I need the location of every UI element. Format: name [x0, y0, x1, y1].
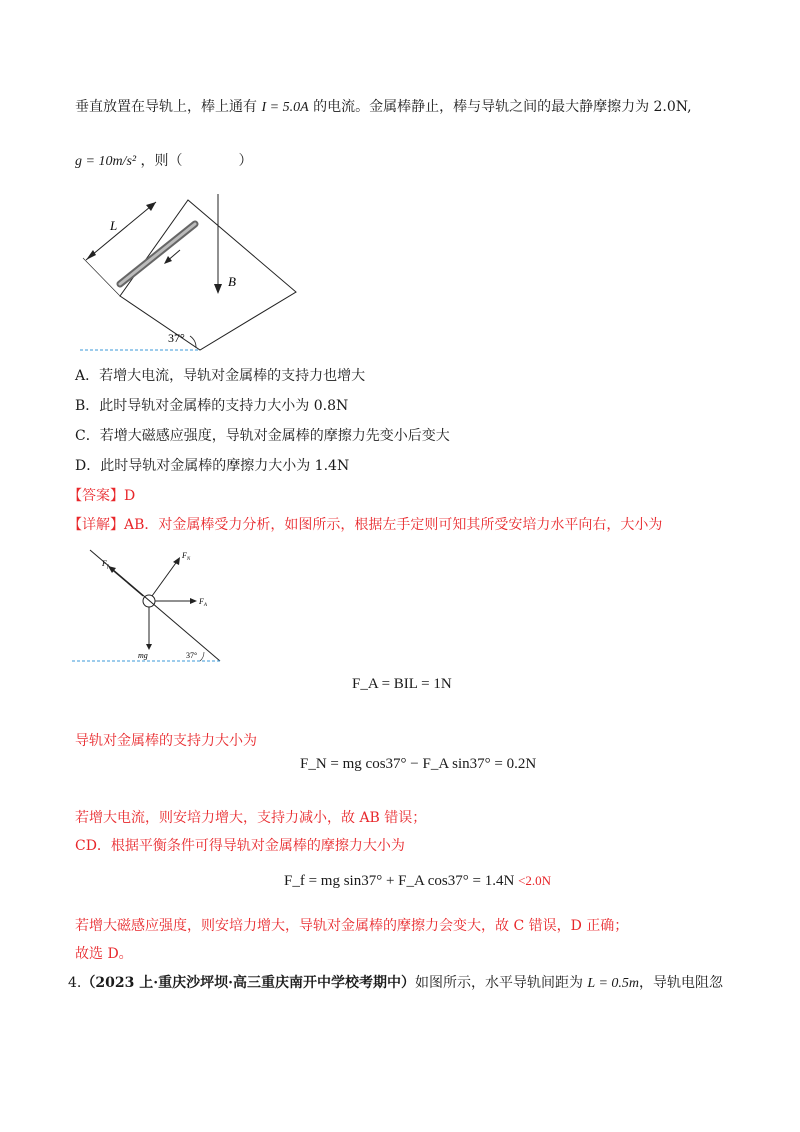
incline-figure — [80, 188, 310, 358]
problem4-source: （2023 上·重庆沙坪坝·高三重庆南开中学校考期中） — [81, 975, 415, 991]
line1-prefix: 垂直放置在导轨上，棒上通有 — [75, 99, 257, 115]
gravity-equation: g = 10m/s² — [75, 154, 137, 169]
option-c: C．若增大磁感应强度，导轨对金属棒的摩擦力先变小后变大 — [75, 428, 450, 444]
choose-text: 故选 D。 — [75, 946, 133, 962]
angle-label: 37° — [168, 331, 185, 345]
answer-line — [68, 486, 135, 506]
gravity-label: mg — [138, 651, 148, 660]
current-equation: I = 5.0A — [261, 100, 309, 115]
problem4-line — [68, 973, 723, 994]
line1-suffix: 的电流。金属棒静止，棒与导轨之间的最大静摩擦力为 2.0N, — [313, 99, 692, 115]
metal-rod-highlight — [120, 224, 195, 284]
normal-arrow-line — [152, 560, 178, 596]
equation-normal-force — [300, 756, 536, 773]
detail-line — [68, 515, 662, 535]
c-wrong-text: 若增大磁感应强度，则安培力增大，导轨对金属棒的摩擦力会变大，故 C 错误，D 正确； — [75, 918, 629, 934]
support-text: 导轨对金属棒的支持力大小为 — [75, 733, 257, 749]
dimension-extension — [83, 258, 120, 296]
problem4-length-equation: L = 0.5m — [587, 976, 639, 991]
eq3-text: F_f = mg sin37° + F_A cos37° = 1.4N — [284, 873, 515, 889]
normal-arrow-head — [173, 557, 180, 565]
answer-value: D — [124, 488, 136, 504]
friction-label: $F_f$ — [102, 559, 109, 570]
line2-suffix: ，则（ ） — [140, 153, 253, 169]
eq2-text: F_N = mg cos37° − F_A sin37° = 0.2N — [300, 756, 537, 772]
ab-wrong-text: 若增大电流，则安培力增大，支持力减小，故 AB 错误； — [75, 810, 427, 826]
force-diagram — [72, 548, 232, 668]
ampere-arrow-head — [190, 598, 197, 604]
option-d: D．此时导轨对金属棒的摩擦力大小为 1.4N — [75, 458, 350, 474]
detail-text: AB．对金属棒受力分析，如图所示，根据左手定则可知其所受安培力水平向右，大小为 — [124, 517, 663, 533]
b-field-arrow-head — [214, 284, 222, 294]
option-b: B．此时导轨对金属棒的支持力大小为 0.8N — [75, 398, 349, 414]
cd-text: CD．根据平衡条件可得导轨对金属棒的摩擦力大小为 — [75, 838, 405, 854]
current-arrow-head — [164, 256, 172, 264]
force-angle-arc — [200, 652, 204, 661]
problem4-suffix: ，导轨电阻忽 — [639, 975, 723, 991]
angle-37-label: 37° — [186, 651, 198, 660]
eq1-text: F_A = BIL = 1N — [352, 676, 452, 692]
B-label: B — [228, 274, 236, 289]
equation-ampere-force — [352, 676, 452, 693]
dimension-arrow-start — [86, 250, 96, 260]
problem3-line1 — [75, 97, 692, 118]
L-label: L — [110, 218, 118, 233]
option-a: A．若增大电流，导轨对金属棒的支持力也增大 — [75, 368, 366, 384]
rail-plane — [120, 200, 296, 350]
problem3-line2 — [75, 151, 253, 172]
gravity-arrow-head — [146, 644, 152, 650]
length-dimension-line — [86, 202, 156, 260]
friction-arrow-line — [110, 568, 143, 596]
detail-label: 【详解】 — [68, 517, 124, 533]
problem4-number: 4. — [68, 975, 82, 991]
answer-label: 【答案】 — [68, 488, 124, 504]
normal-label: $F_N$ — [182, 551, 191, 562]
problem4-text: 如图所示，水平导轨间距为 — [414, 975, 583, 991]
eq3-note: <2.0N — [518, 873, 552, 888]
ampere-label: $F_A$ — [199, 597, 207, 608]
equation-friction-force — [284, 873, 551, 890]
